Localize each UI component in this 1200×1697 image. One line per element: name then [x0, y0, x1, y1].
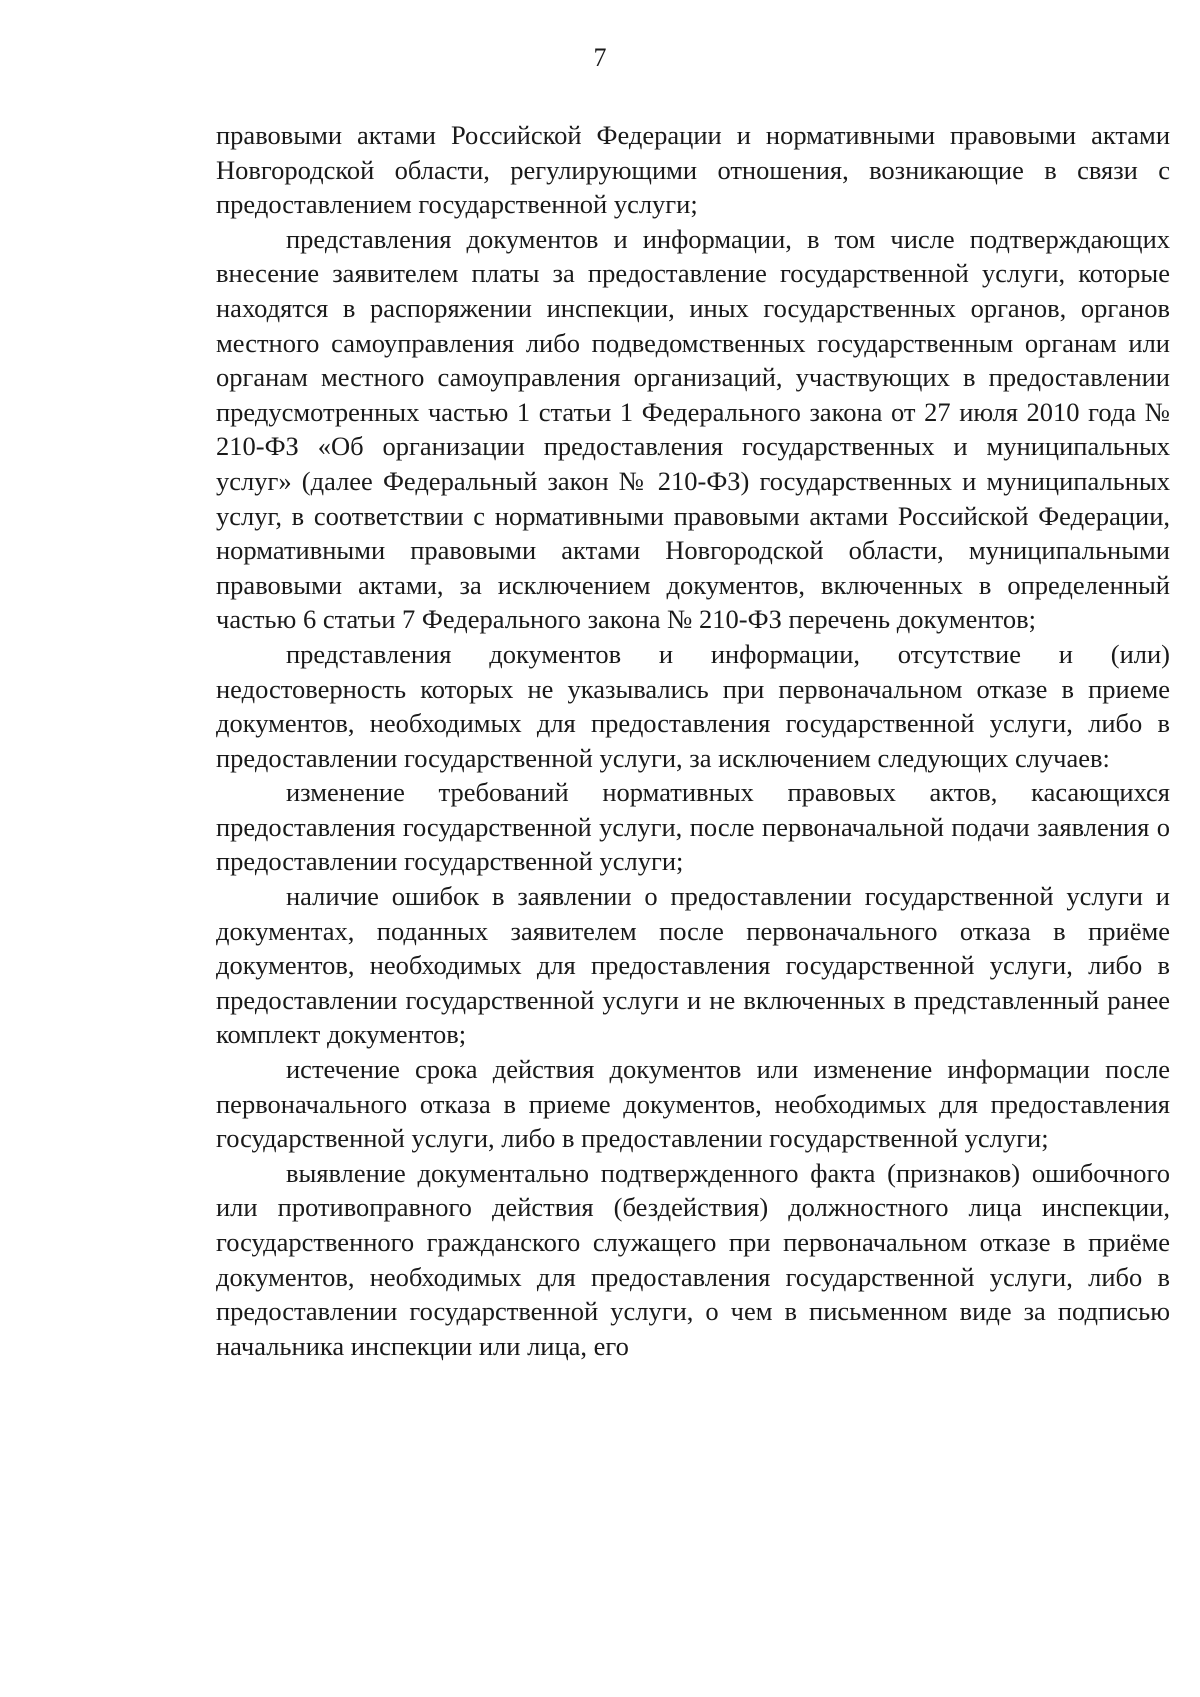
paragraph-6: истечение срока действия документов или изменение информации после первоначального отказа в приеме документов, необходимых для предоставления государственной услуги, либо в предоставлении государственной услуги; — [216, 1054, 1170, 1154]
document-body — [216, 118, 1170, 1363]
paragraph-5: наличие ошибок в заявлении о предоставлении государственной услуги и документах, поданных заявителем после первоначального отказа в приёме документов, необходимых для предоставления государственной услуги, либо в предоставлении государственной услуги и не включенных в представленный ранее комплект документов; — [216, 881, 1170, 1050]
page-number: 7 — [593, 43, 607, 72]
paragraph-2: представления документов и информации, в том числе подтверждающих внесение заявителем платы за предоставление государственной услуги, которые находятся в распоряжении инспекции, иных государственных органов, органов местного самоуправления либо подведомственных государственным органам или органам местного самоуправления организаций, участвующих в предоставлении предусмотренных частью 1 статьи 1 Федерального закона от 27 июля 2010 года № 210-ФЗ «Об организации предоставления государственных и муниципальных услуг» (далее Федеральный закон № 210-ФЗ) государственных и муниципальных услуг, в соответствии с нормативными правовыми актами Российской Федерации, нормативными правовыми актами Новгородской области, муниципальными правовыми актами, за исключением документов, включенных в определенный частью 6 статьи 7 Федерального закона № 210-ФЗ перечень документов; — [216, 223, 1170, 635]
paragraph-7: выявление документально подтвержденного факта (признаков) ошибочного или противоправного действия (бездействия) должностного лица инспекции, государственного гражданского служащего при первоначальном отказе в приёме документов, необходимых для предоставления государственной услуги, либо в предоставлении государственной услуги, о чем в письменном виде за подписью начальника инспекции или лица, его — [216, 1157, 1170, 1361]
paragraph-1: правовыми актами Российской Федерации и нормативными правовыми актами Новгородской области, регулирующими отношения, возникающие в связи с предоставлением государственной услуги; — [216, 120, 1170, 220]
paragraph-3: представления документов и информации, отсутствие и (или) недостоверность которых не указывались при первоначальном отказе в приеме документов, необходимых для предоставления государственной услуги, либо в предоставлении государственной услуги, за исключением следующих случаев: — [216, 638, 1170, 773]
paragraph-4: изменение требований нормативных правовых актов, касающихся предоставления государственной услуги, после первоначальной подачи заявления о предоставлении государственной услуги; — [216, 777, 1170, 877]
